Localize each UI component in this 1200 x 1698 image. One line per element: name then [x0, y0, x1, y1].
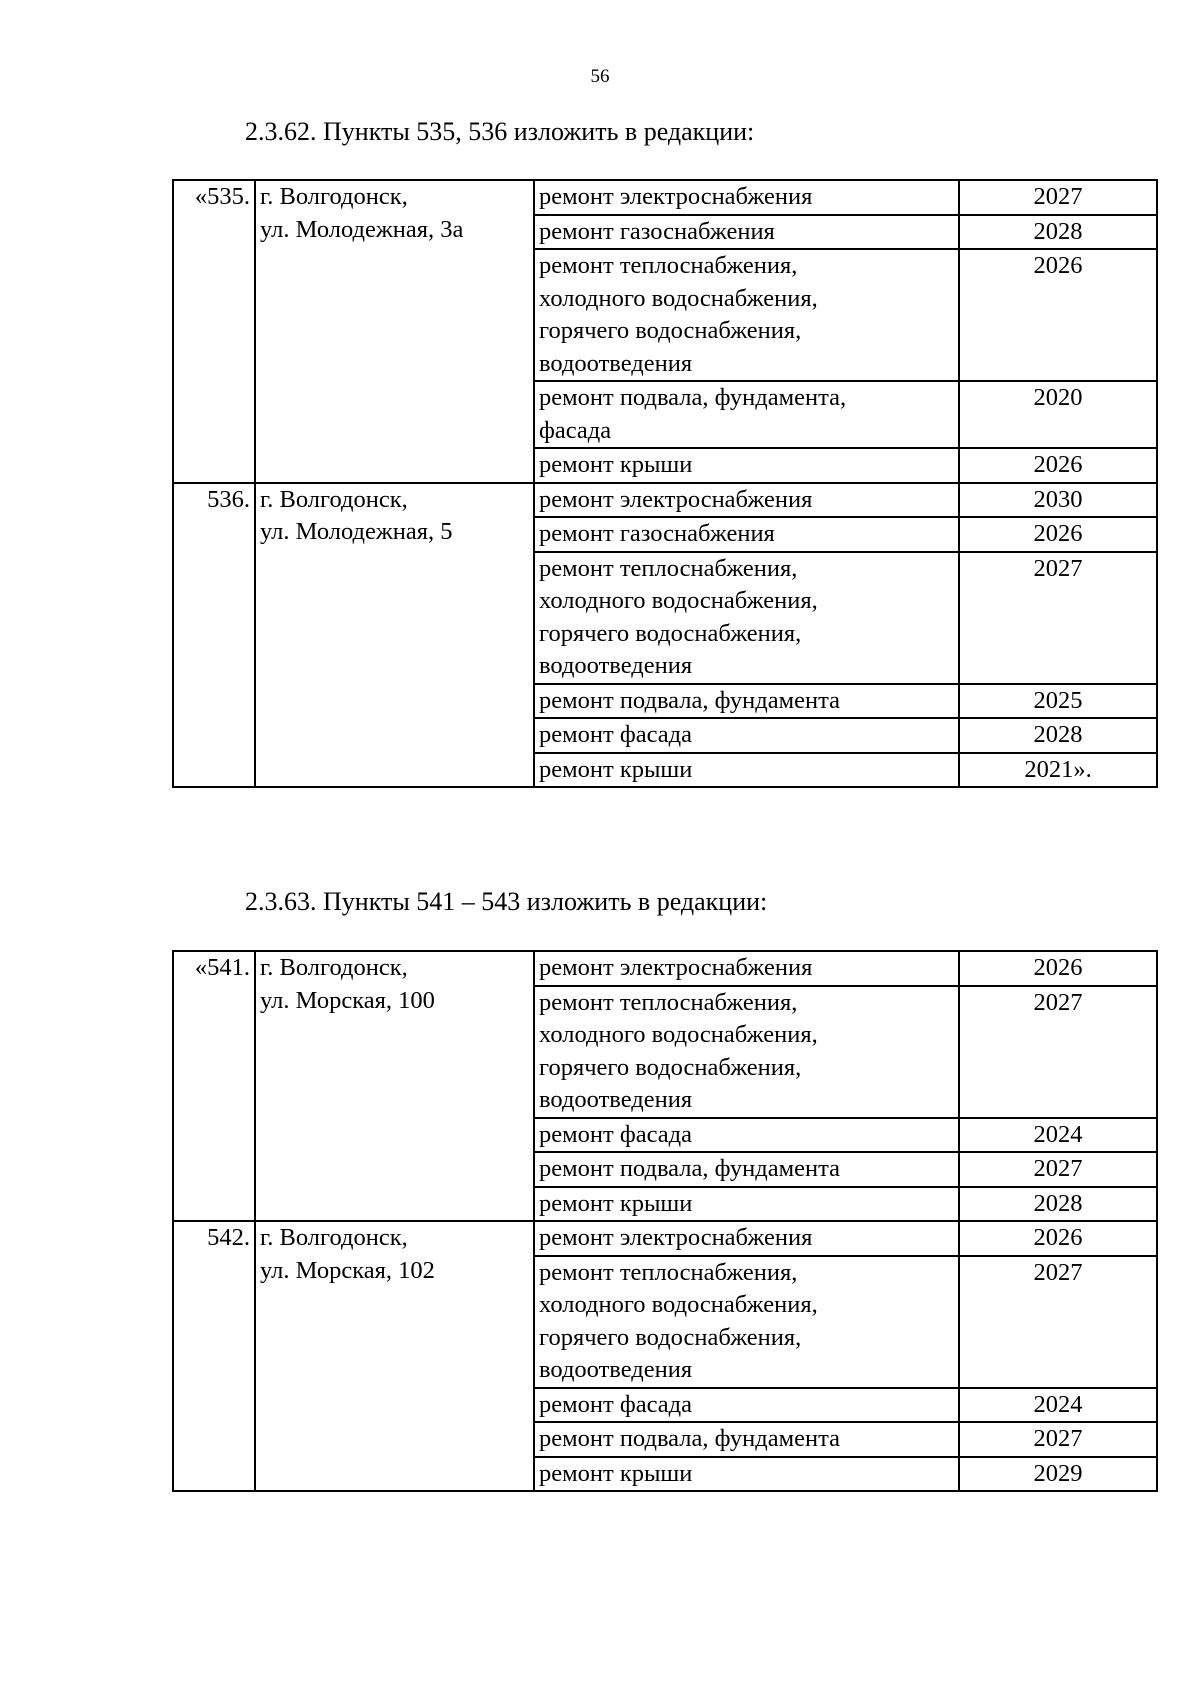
- works-table: [172, 950, 1158, 1492]
- year-cell: 2024: [959, 1118, 1157, 1153]
- item-number: «541.: [173, 951, 255, 1221]
- year-cell: 2020: [959, 381, 1157, 448]
- work-type-cell: ремонт подвала, фундамента: [534, 684, 959, 719]
- year-cell: 2027: [959, 1256, 1157, 1388]
- item-number: 536.: [173, 483, 255, 788]
- year-cell: 2028: [959, 215, 1157, 250]
- table-row: [173, 483, 1157, 518]
- work-type-cell: ремонт крыши: [534, 1187, 959, 1222]
- year-cell: 2026: [959, 951, 1157, 986]
- table-row: [173, 180, 1157, 215]
- work-type-cell: ремонт фасада: [534, 718, 959, 753]
- work-type-cell: ремонт теплоснабжения, холодного водоснабжения, горячего водоснабжения, водоотведения: [534, 552, 959, 684]
- work-type-cell: ремонт фасада: [534, 1388, 959, 1423]
- year-cell: 2026: [959, 249, 1157, 381]
- year-cell: 2026: [959, 1221, 1157, 1256]
- year-cell: 2027: [959, 1422, 1157, 1457]
- address-cell: г. Волгодонск, ул. Молодежная, 5: [255, 483, 534, 788]
- year-cell: 2030: [959, 483, 1157, 518]
- address-cell: г. Волгодонск, ул. Морская, 100: [255, 951, 534, 1221]
- work-type-cell: ремонт электроснабжения: [534, 1221, 959, 1256]
- year-cell: 2028: [959, 1187, 1157, 1222]
- work-type-cell: ремонт электроснабжения: [534, 483, 959, 518]
- work-type-cell: ремонт электроснабжения: [534, 951, 959, 986]
- work-type-cell: ремонт подвала, фундамента, фасада: [534, 381, 959, 448]
- work-type-cell: ремонт фасада: [534, 1118, 959, 1153]
- year-cell: 2021».: [959, 753, 1157, 788]
- address-cell: г. Волгодонск, ул. Молодежная, 3а: [255, 180, 534, 483]
- work-type-cell: ремонт теплоснабжения, холодного водоснабжения, горячего водоснабжения, водоотведения: [534, 986, 959, 1118]
- year-cell: 2026: [959, 517, 1157, 552]
- work-type-cell: ремонт газоснабжения: [534, 517, 959, 552]
- year-cell: 2026: [959, 448, 1157, 483]
- work-type-cell: ремонт подвала, фундамента: [534, 1422, 959, 1457]
- work-type-cell: ремонт крыши: [534, 1457, 959, 1492]
- item-number: 542.: [173, 1221, 255, 1491]
- page-number: 56: [590, 66, 610, 87]
- work-type-cell: ремонт подвала, фундамента: [534, 1152, 959, 1187]
- item-number: «535.: [173, 180, 255, 483]
- address-cell: г. Волгодонск, ул. Морская, 102: [255, 1221, 534, 1491]
- year-cell: 2024: [959, 1388, 1157, 1423]
- section-heading: 2.3.63. Пункты 541 – 543 изложить в редакции:: [245, 887, 768, 916]
- table-row: [173, 951, 1157, 986]
- year-cell: 2025: [959, 684, 1157, 719]
- year-cell: 2028: [959, 718, 1157, 753]
- work-type-cell: ремонт теплоснабжения, холодного водоснабжения, горячего водоснабжения, водоотведения: [534, 1256, 959, 1388]
- work-type-cell: ремонт газоснабжения: [534, 215, 959, 250]
- year-cell: 2029: [959, 1457, 1157, 1492]
- table-row: [173, 1221, 1157, 1256]
- year-cell: 2027: [959, 180, 1157, 215]
- work-type-cell: ремонт крыши: [534, 753, 959, 788]
- year-cell: 2027: [959, 986, 1157, 1118]
- section-heading: 2.3.62. Пункты 535, 536 изложить в редакции:: [245, 117, 755, 146]
- year-cell: 2027: [959, 1152, 1157, 1187]
- work-type-cell: ремонт электроснабжения: [534, 180, 959, 215]
- work-type-cell: ремонт крыши: [534, 448, 959, 483]
- works-table: [172, 179, 1158, 788]
- work-type-cell: ремонт теплоснабжения, холодного водоснабжения, горячего водоснабжения, водоотведения: [534, 249, 959, 381]
- year-cell: 2027: [959, 552, 1157, 684]
